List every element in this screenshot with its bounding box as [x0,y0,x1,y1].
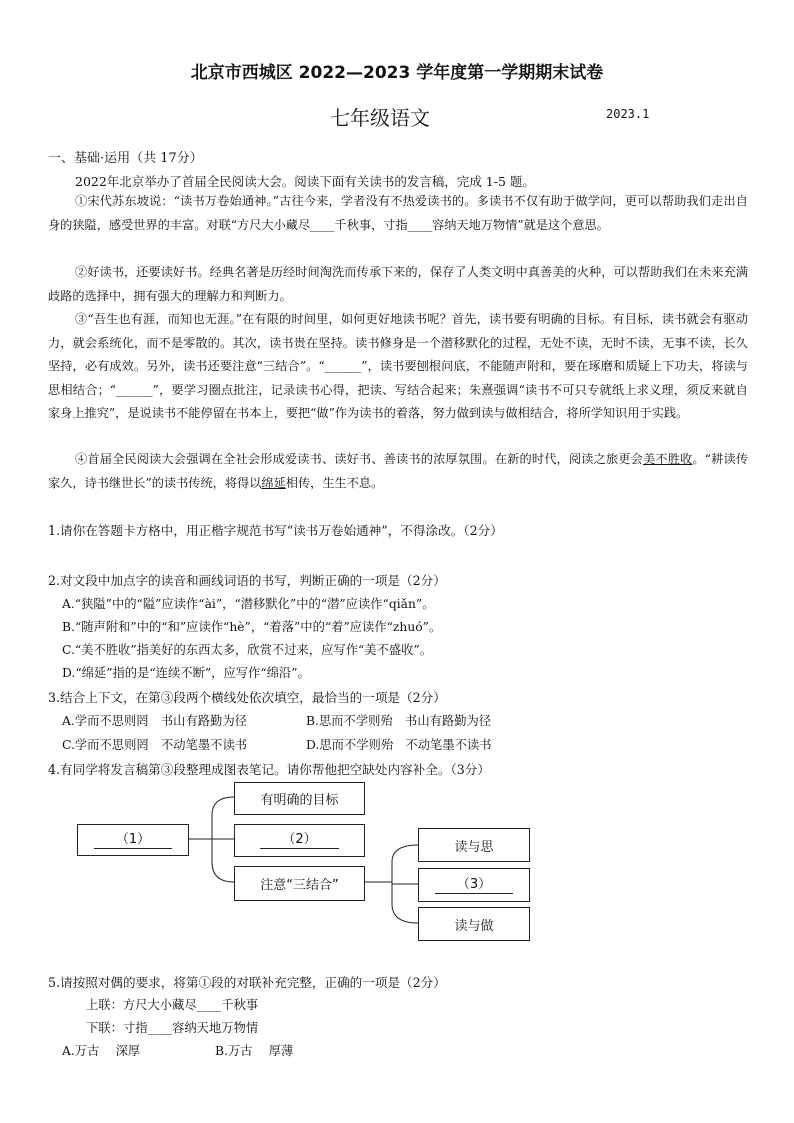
blank-3: （3） [435,877,513,894]
question-5-option-a: A.万古 深厚 [62,1044,141,1058]
underlined-phrase-1: 美不胜收 [643,452,693,466]
grade-subject: 七年级语文 [330,106,430,130]
underlined-phrase-2: 绵延 [261,475,286,490]
diagram-box-3 [418,868,530,902]
question-3-option-d: D.思而不学则殆 不动笔墨不读书 [306,738,492,752]
question-5-stem: 5.请按照对偶的要求，将第①段的对联补充完整，正确的一项是（2分） [48,975,446,990]
diagram-box-goal: 有明确的目标 [234,782,365,815]
paragraph-4-part-b: 。“耕读传家久，诗书继世长”的读书传统，将得以 [48,452,749,490]
question-2-stem: 2.对文段中加点字的读音和画线词语的书写，判断正确的一项是（2分） [48,573,446,588]
question-5-option-b: B.万古 厚薄 [215,1044,294,1058]
couplet-upper: 上联：方尺大小藏尽____千秋事 [86,998,259,1012]
question-3-option-c: C.学而不思则罔 不动笔墨不读书 [62,738,248,752]
exam-title: 北京市西城区 2022—2023 学年度第一学期期末试卷 [190,63,604,83]
paragraph-3: ③“吾生也有涯，而知也无涯。”在有限的时间里，如何更好地读书呢？首先，读书要有明确的目标。有目标，读书就会有驱动力，就会系统化，而不是零散的。其次，读书贵在坚持。读书修身是一个潜移默化的过程，无处不读，无时不读，无事不读，长久坚持，必有成效。另外，读书还要注意“三结合”。“______”，读书要刨根问底，不能随声附和，要在琢磨和质疑上下功夫，将读与思相结合；“______”，要学习圈点批注，记录读书心得，把读、写结合起来；朱熹强调“读书不可只专就纸上求义理，须反来就自家身上推究”，是说读书不能停留在书本上，要把“做”作为读书的着落，努力做到读与做相结合，将所学知识用于实践。 [48,312,748,420]
exam-date: 2023.1 [606,107,650,121]
couplet-lower: 下联：寸指____容纳天地万物情 [86,1021,259,1035]
question-2-option-b: B.“随声附和”中的“和”应读作“hè”，“着落”中的“着”应读作“zhuó”。 [62,620,442,634]
diagram-box-2 [234,824,365,857]
blank-1: （1） [94,832,172,849]
diagram-root-box [77,824,189,856]
paragraph-4-part-c: 相传，生生不息。 [285,475,384,490]
section-heading: 一、基础·运用（共 17分） [48,151,203,166]
paragraph-1: ①宋代苏东坡说：“读书万卷始通神。”古往今来，学者没有不热爱读书的。多读书不仅有助于做学问，更可以帮助我们走出自身的狭隘，感受世界的丰富。对联“方尺大小藏尽____千秋事，寸指____容纳天地万物情”就是这个意思。 [48,194,748,232]
question-2-option-d: D.“绵延”指的是“连续不断”，应写作“绵沿”。 [62,666,310,680]
blank-2: （2） [260,832,338,849]
paragraph-2: ②好读书，还要读好书。经典名著是历经时间淘洗而传承下来的，保存了人类文明中真善美的火种，可以帮助我们在未来充满歧路的选择中，拥有强大的理解力和判断力。 [48,265,748,303]
intro-text: 2022年北京举办了首届全民阅读大会。阅读下面有关读书的发言稿，完成 1-5 题。 [75,174,535,189]
question-3-option-b: B.思而不学则殆 书山有路勤为径 [306,714,492,728]
diagram-box-read-do: 读与做 [418,907,530,941]
question-3-option-a: A.学而不思则罔 书山有路勤为径 [62,714,247,728]
question-2-option-c: C.“美不胜收”指美好的东西太多，欣赏不过来，应写作“美不盛收”。 [62,643,433,657]
question-1: 1.请你在答题卡方格中，用正楷字规范书写“读书万卷始通神”，不得涂改。（2分） [48,523,503,538]
question-4-stem: 4.有同学将发言稿第③段整理成图表笔记。请你帮他把空缺处内容补全。（3分） [48,762,490,777]
question-2-option-a: A.“狭隘”中的“隘”应读作“ài”，“潜移默化”中的“潜”应读作“qiǎn”。 [62,597,435,611]
paragraph-4-part-a: ④首届全民阅读大会强调在全社会形成爱读书、读好书、善读书的浓厚氛围。在新的时代，阅读之旅更会 [75,452,643,466]
diagram-box-three-combinations: 注意“三结合” [234,866,365,901]
question-3-stem: 3.结合上下文，在第③段两个横线处依次填空，最恰当的一项是（2分） [48,690,446,705]
diagram-box-read-think: 读与思 [418,828,530,862]
